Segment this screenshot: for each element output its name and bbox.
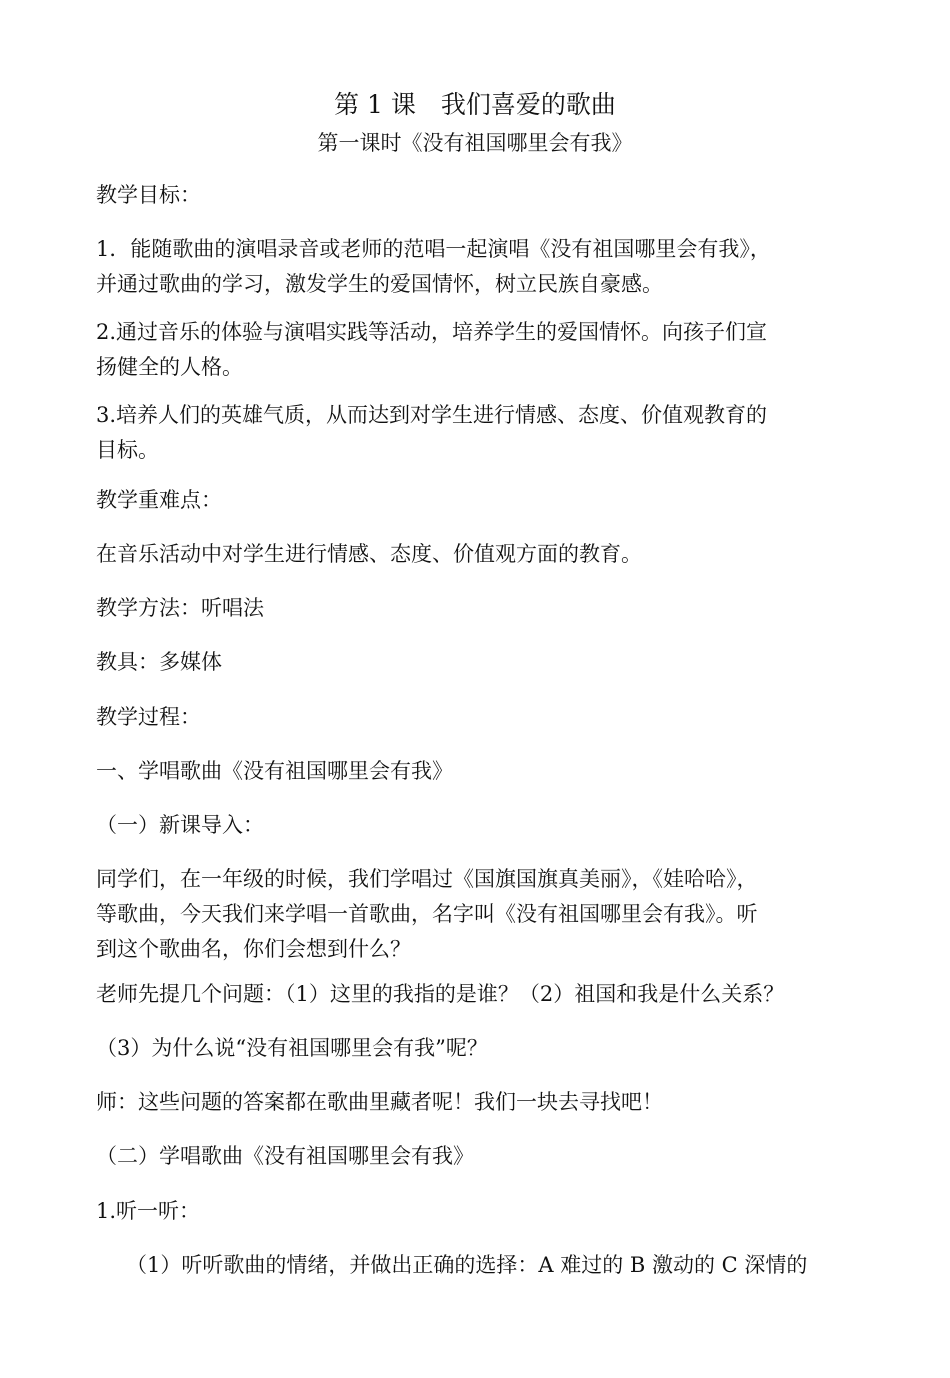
process-heading: 教学过程： [96, 705, 201, 729]
objective-3-line-2: 目标。 [96, 438, 159, 462]
objective-3 [96, 398, 856, 468]
objective-2 [96, 315, 856, 385]
objective-3-line-1: 3.培养人们的英雄气质，从而达到对学生进行情感、态度、价值观教育的 [96, 403, 768, 427]
teaching-tools: 教具：多媒体 [96, 650, 222, 674]
key-points-text: 在音乐活动中对学生进行情感、态度、价值观方面的教育。 [96, 542, 642, 566]
lesson-title: 第 1 课 我们喜爱的歌曲 [334, 90, 616, 119]
questions-line-2: （3）为什么说“没有祖国哪里会有我”呢？ [96, 1036, 488, 1060]
objective-1-line-2: 并通过歌曲的学习，激发学生的爱国情怀，树立民族自豪感。 [96, 272, 663, 296]
objective-1 [96, 232, 856, 302]
subsection-1-heading: （一）新课导入： [96, 813, 264, 837]
key-points-heading: 教学重难点： [96, 488, 222, 512]
teaching-method: 教学方法：听唱法 [96, 596, 264, 620]
objective-2-line-2: 扬健全的人格。 [96, 355, 243, 379]
subsection-2-heading: （二）学唱歌曲《没有祖国哪里会有我》 [96, 1144, 474, 1168]
intro-line-2: 等歌曲，今天我们来学唱一首歌曲，名字叫《没有祖国哪里会有我》。听 [96, 902, 758, 926]
step-1-item-1: （1）听听歌曲的情绪，并做出正确的选择：A 难过的 B 激动的 C 深情的 [126, 1253, 808, 1277]
objective-1-line-1: 1．能随歌曲的演唱录音或老师的范唱一起演唱《没有祖国哪里会有我》， [96, 237, 771, 261]
intro-line-3: 到这个歌曲名，你们会想到什么？ [96, 937, 411, 961]
questions-line-1: 老师先提几个问题：（1）这里的我指的是谁？（2）祖国和我是什么关系？ [96, 982, 785, 1006]
step-1-heading: 1.听一听： [96, 1199, 201, 1223]
intro-line-1: 同学们，在一年级的时候，我们学唱过《国旗国旗真美丽》，《娃哈哈》， [96, 867, 758, 891]
teacher-line: 师：这些问题的答案都在歌曲里藏者呢！我们一块去寻找吧！ [96, 1090, 663, 1114]
objective-2-line-1: 2.通过音乐的体验与演唱实践等活动，培养学生的爱国情怀。向孩子们宣 [96, 320, 768, 344]
intro-paragraph [96, 862, 856, 967]
objectives-heading: 教学目标： [96, 183, 201, 207]
section-1-heading: 一、学唱歌曲《没有祖国哪里会有我》 [96, 759, 453, 783]
lesson-subtitle: 第一课时《没有祖国哪里会有我》 [317, 131, 633, 155]
